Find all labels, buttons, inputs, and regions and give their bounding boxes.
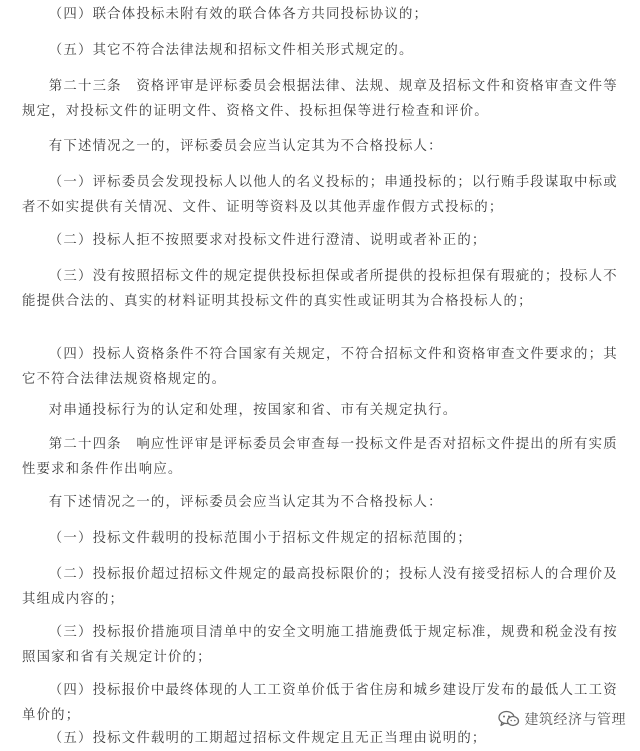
paragraph-12: （一）投标文件载明的投标范围小于招标文件规定的招标范围的；	[48, 531, 472, 546]
paragraph-15: （四）投标报价中最终体现的人工工资单价低于省住房和城乡建设厅发布的最低人工工资单价的；	[22, 683, 618, 723]
watermark	[498, 709, 627, 729]
paragraph-9: 对串通投标行为的认定和处理，按国家和省、市有关规定执行。	[48, 403, 458, 418]
paragraph-11: 有下述情况之一的，评标委员会应当认定其为不合格投标人：	[48, 495, 443, 510]
paragraph-2: （五）其它不符合法律法规和招标文件相关形式规定的。	[48, 43, 414, 58]
paragraph-5: （一）评标委员会发现投标人以他人的名义投标的；串通投标的；以行贿手段谋取中标或者不如实提供有关情况、文件、证明等资料及以其他弄虚作假方式投标的；	[22, 175, 618, 215]
paragraph-8: （四）投标人资格条件不符合国家有关规定，不符合招标文件和资格审查文件要求的；其它不符合法律法规资格规定的。	[22, 347, 618, 387]
paragraph-13: （二）投标报价超过招标文件规定的最高投标限价的；投标人没有接受招标人的合理价及其组成内容的；	[22, 567, 618, 607]
paragraph-10: 第二十四条 响应性评审是评标委员会审查每一投标文件是否对招标文件提出的所有实质性要求和条件作出响应。	[22, 437, 618, 477]
paragraph-16: （五）投标文件载明的工期超过招标文件规定且无正当理由说明的；	[48, 731, 487, 746]
paragraph-14: （三）投标报价措施项目清单中的安全文明施工措施费低于规定标准，规费和税金没有按照国家和省有关规定计价的；	[22, 625, 618, 665]
paragraph-6: （二）投标人拒不按照要求对投标文件进行澄清、说明或者补正的；	[48, 233, 487, 248]
watermark-text: 建筑经济与管理	[524, 712, 626, 728]
wechat-icon	[498, 710, 520, 728]
paragraph-3: 第二十三条 资格评审是评标委员会根据法律、法规、规章及招标文件和资格审查文件等规定，对投标文件的证明文件、资格文件、投标担保等进行检查和评价。	[22, 79, 618, 119]
paragraph-4: 有下述情况之一的，评标委员会应当认定其为不合格投标人：	[48, 139, 443, 154]
paragraph-1: （四）联合体投标未附有效的联合体各方共同投标协议的；	[48, 7, 429, 22]
paragraph-7: （三）没有按照招标文件的规定提供投标担保或者所提供的投标担保有瑕疵的；投标人不能提供合法的、真实的材料证明其投标文件的真实性或证明其为合格投标人的；	[22, 269, 618, 309]
